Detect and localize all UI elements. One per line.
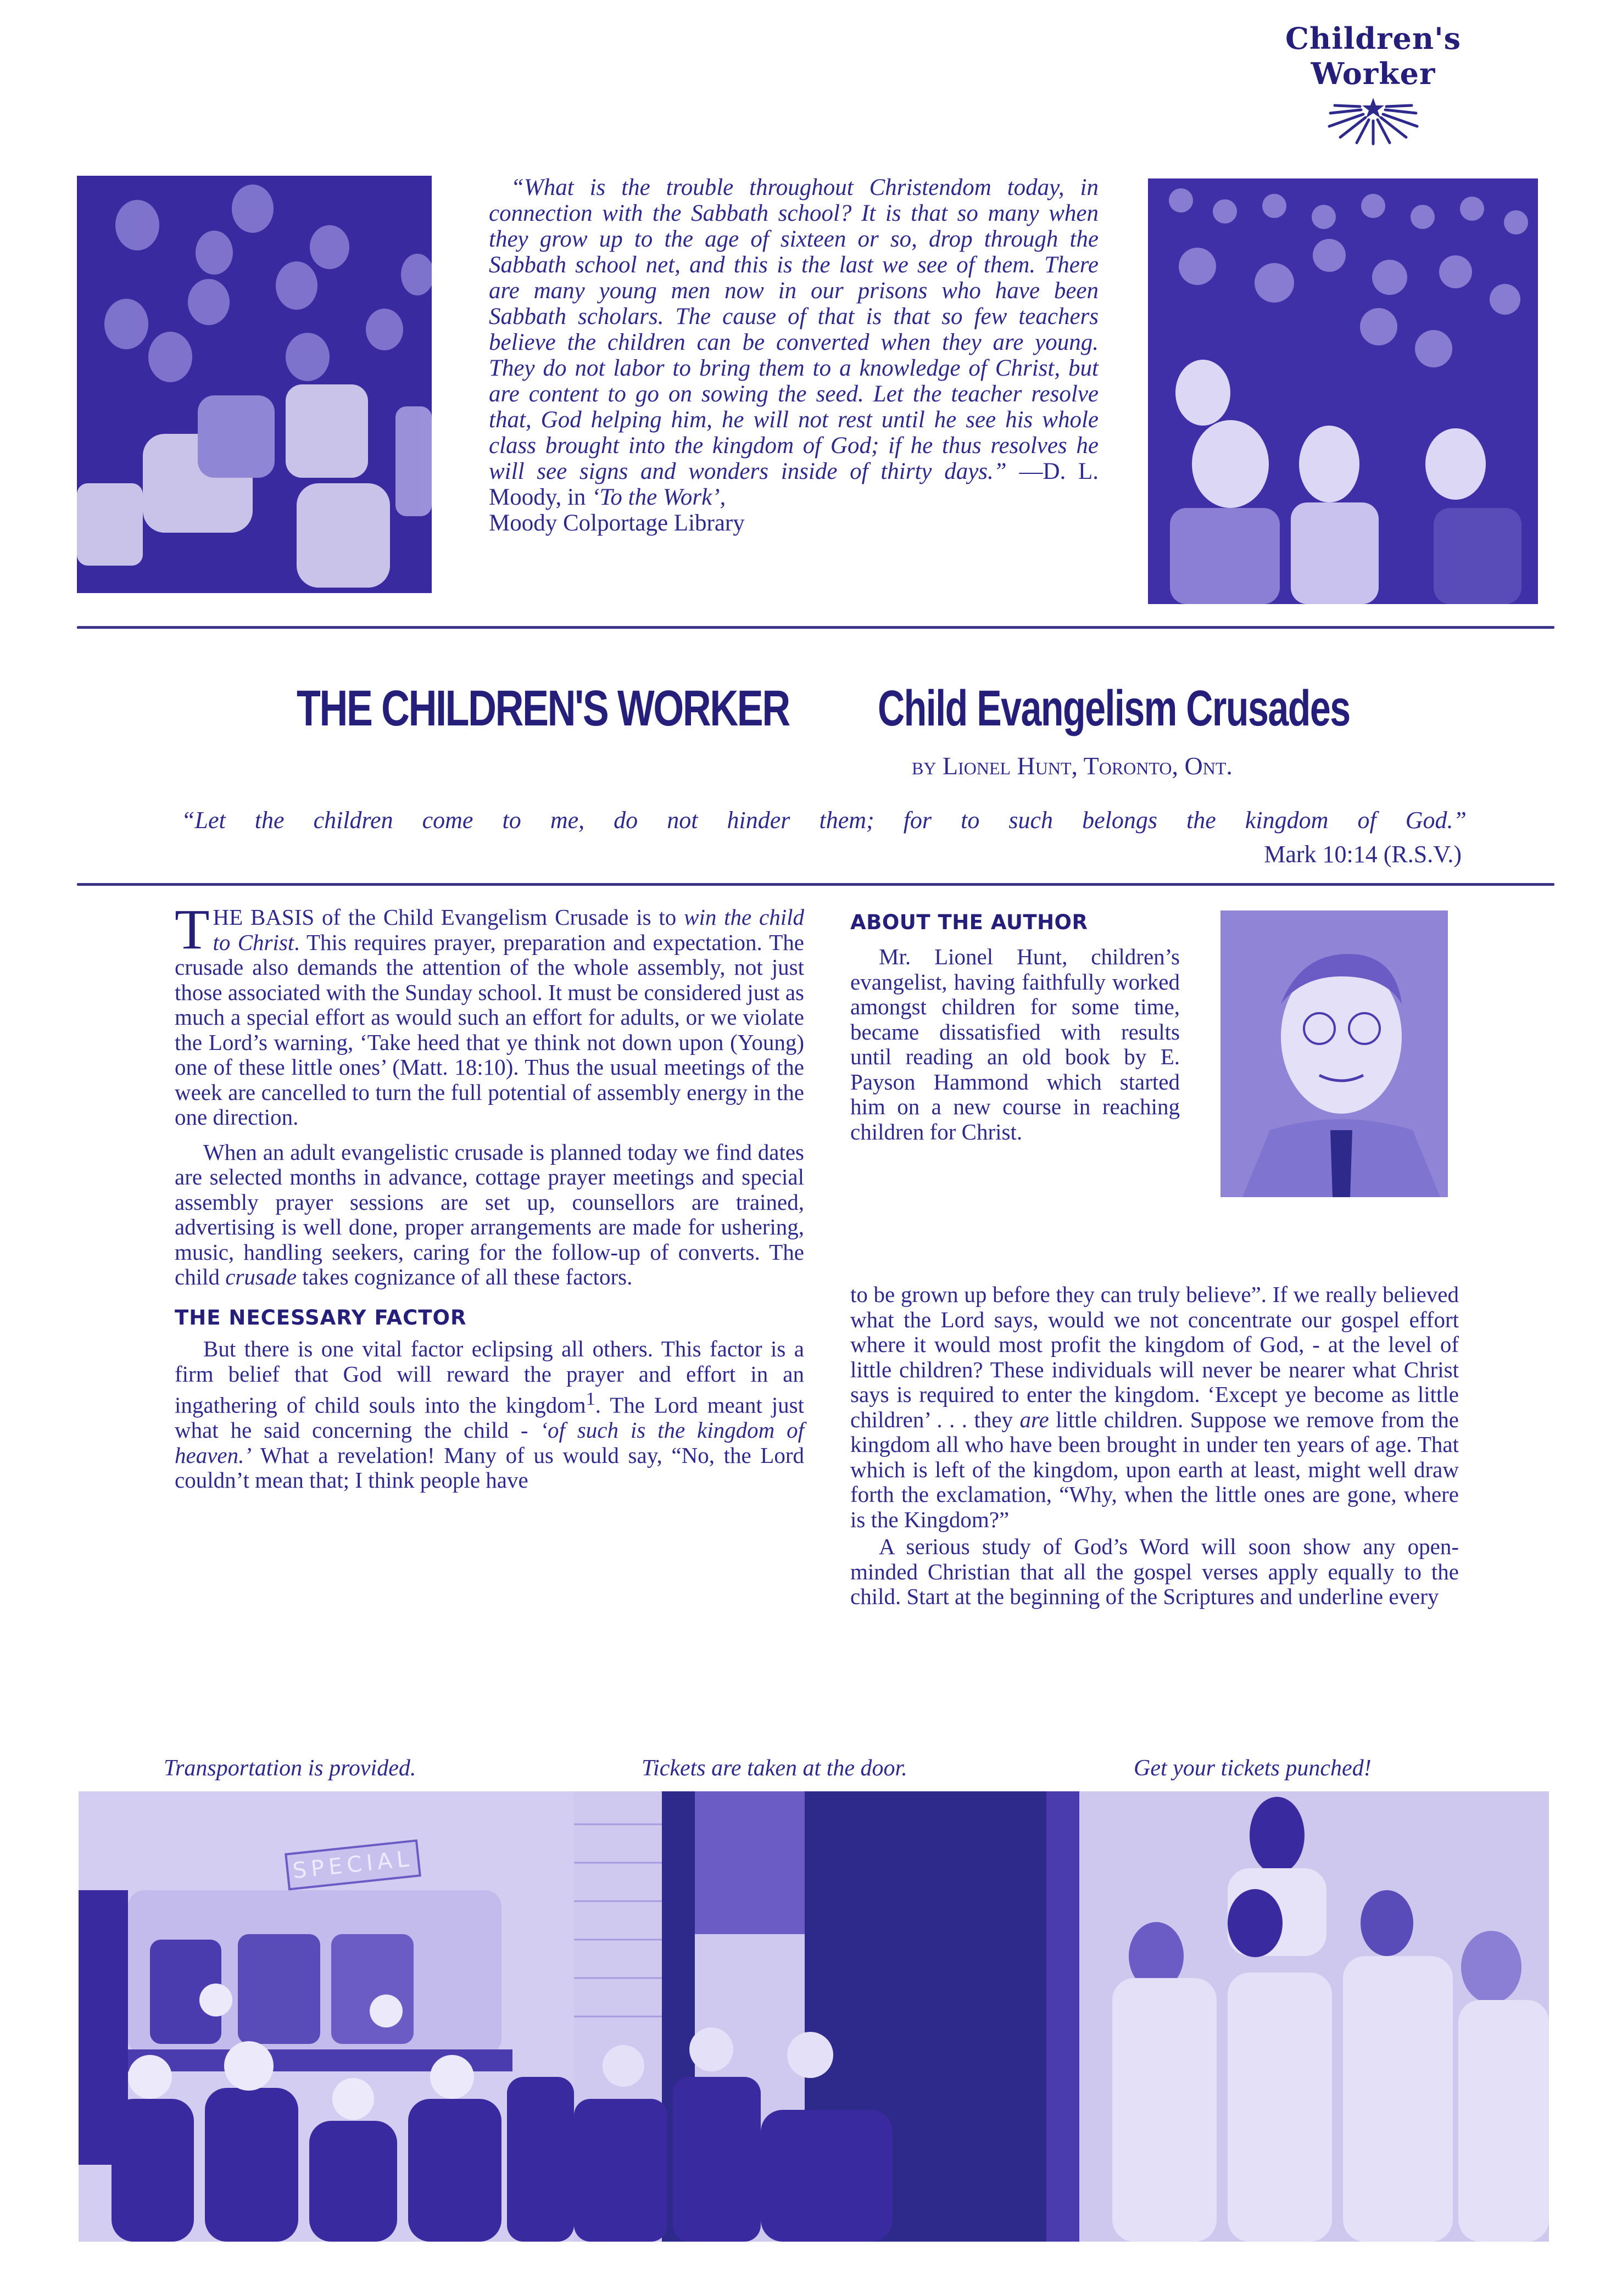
paragraph-adult-crusade: When an adult evangelistic crusade is planned today we find dates are selected months in advance, cottage prayer meetings and special assembly prayer sessions are set up, counsellors are trained, advertising is well done, proper arrangements are made for ushering, music, handling seekers, caring for the follow-up of converts. The child crusade takes cognizance of all these factors.: [175, 1139, 804, 1289]
about-author-text: Mr. Lionel Hunt, children’s evangelist, having faithfully worked amongst children for some time, became dissatisfied with results until reading an old book by E. Payson Hammond which started him on a new course in reaching children for Christ.: [850, 944, 1180, 1144]
moody-quote-text: “What is the trouble throughout Christendom today, in connection with the Sabbath school? It is that so many when they grow up to the age of sixteen or so, drop through the Sabbath school net, and this is the last we see of them. There are many young men now in our prisons who have been Sabbath scholars. The cause of that is that so few teachers believe the children can be converted when they are young. They do not labor to bring them to a knowledge of Christ, but are content to go on sowing the seed. Let the teacher resolve that, God helping him, he will not rest until he see his whole class brought into the kingdom of God; if he thus resolves he will see signs and wonders inside of thirty days.” —D. L. Moody, in ‘To the Work’,: [489, 175, 1099, 510]
subheading-necessary-factor: THE NECESSARY FACTOR: [175, 1305, 467, 1329]
caption-transportation: Transportation is provided.: [164, 1756, 416, 1781]
photo-church-door: [574, 1791, 1046, 2242]
right-column: [850, 1282, 1459, 1610]
paragraph-serious-study: A serious study of God’s Word will soon show any open-minded Christian that all the gospel verses apply equally to the child. Start at the beginning of the Scriptures and underline every: [850, 1534, 1459, 1609]
quote-attribution: —D. L. Moody, in: [489, 459, 1099, 510]
caption-tickets-door: Tickets are taken at the door.: [642, 1756, 907, 1781]
photo-crowd: [1148, 178, 1538, 604]
photo-bus-children: [79, 1791, 574, 2242]
about-author-heading: ABOUT THE AUTHOR: [850, 910, 1088, 934]
moody-quote: [489, 175, 1099, 536]
left-column: [175, 898, 804, 1493]
drop-cap: T: [175, 898, 210, 961]
photo-ticket-punching: [1046, 1791, 1549, 2242]
masthead: [1230, 21, 1516, 147]
divider-middle: [77, 883, 1554, 886]
paragraph-necessary-factor: But there is one vital factor eclipsing all others. This factor is a firm belief that God will reward the prayer and effort in an ingathering of child souls into the kingdom$^1$. The Lord meant just what he said concerning the child - ‘of such is the kingdom of heaven.’ What a revelation! Many of us would say, “No, the Lord couldn’t mean that; I think people have: [175, 1336, 804, 1493]
caption-tickets-punched: Get your tickets punched!: [1134, 1756, 1372, 1781]
scripture-reference: Mark 10:14 (R.S.V.): [1264, 841, 1462, 868]
article-title: Child Evangelism Crusades: [878, 680, 1350, 736]
quote-work-title: ‘To the Work’,: [592, 484, 726, 510]
bus-sign: SPECIAL: [285, 1839, 421, 1890]
star-burst-icon: [1324, 94, 1423, 147]
byline: by Lionel Hunt, Toronto, Ont.: [912, 752, 1233, 780]
photo-seated-children: [77, 176, 432, 593]
author-portrait: [1220, 910, 1448, 1197]
quote-library: Moody Colportage Library: [489, 510, 745, 536]
section-title: THE CHILDREN'S WORKER: [297, 680, 789, 736]
paragraph-continued: to be grown up before they can truly believe”. If we really believed what the Lord says, would we not concentrate our gospel effort where it would most profit the kingdom of God, - at the level of little children? These individuals will never be nearer what Christ says is required to enter the kingdom. ‘Except ye become as little children’ . . . they are little children. Suppose we remove from the kingdom all who have been brought in under ten years of age. That which is left of the kingdom, upon earth at least, might well draw forth the exclamation, “Why, when the little ones are gone, where is the Kingdom?”: [850, 1282, 1459, 1532]
divider-top: [77, 626, 1554, 629]
masthead-title: Children's Worker: [1285, 21, 1462, 91]
paragraph-basis: THE BASIS of the Child Evangelism Crusade is to win the child to Christ. This requires prayer, preparation and expectation. The crusade also demands the attention of the whole assembly, not just those associated with the Sunday school. It must be considered just as much a special effort as would such an effort for adults, or we violate the Lord’s warning, ‘Take heed that ye think not down upon (Young) one of these little ones’ (Matt. 18:10). Thus the usual meetings of the week are cancelled to turn the full potential of assembly energy in the one direction.: [175, 898, 804, 1130]
scripture-verse: “Let the children come to me, do not hinder them; for to such belongs the kingdom of God.”: [181, 807, 1467, 834]
